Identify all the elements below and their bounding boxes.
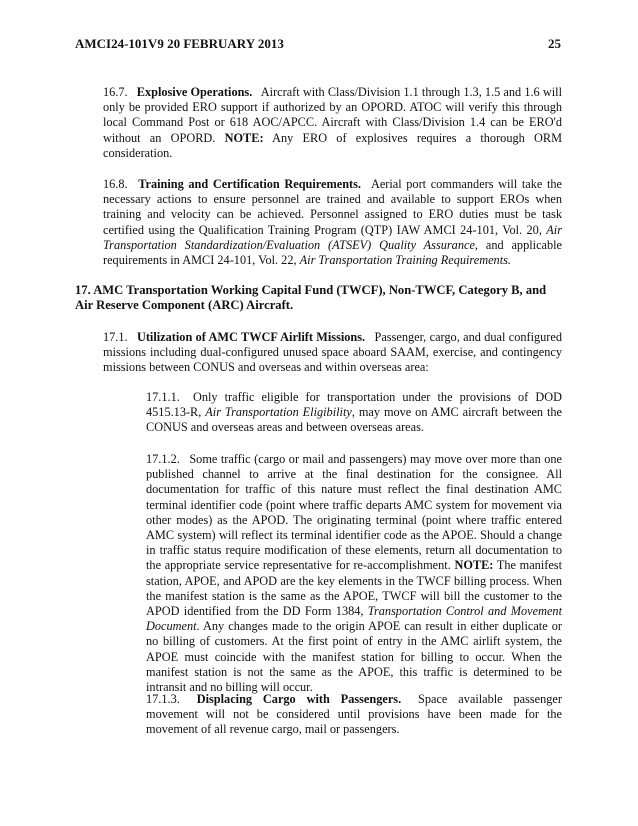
paragraph-text: . Any changes made to the origin APOE can result in either duplicate or no billing of customers. At the first point of entry in the AMC airlift system, the APOE must coincide with the manifest station for billing to occur. When the manifest station is not the same as the APOE, this traffic is determined to be intransit and no billing will occur. xyxy=(146,619,562,695)
page-number: 25 xyxy=(548,36,561,51)
paragraph-text: Aircraft with Class/Division 1.1 through 1.3, 1.5 and 1.6 will only be provided ERO support if authorized by an OPORD. ATOC will verify this through local Command Post or 618 AOC/APCC. Aircraft with Class/Division 1.4 can be ERO'd without an OPORD. xyxy=(103,85,562,145)
paragraph-title: Training and Certification Requirements. xyxy=(138,177,361,191)
paragraph-title: Explosive Operations. xyxy=(136,85,253,99)
paragraph-17-1-3 xyxy=(146,692,562,738)
section-heading-17: 17. AMC Transportation Working Capital Fund (TWCF), Non-TWCF, Category B, and Air Reserve Component (ARC) Aircraft. xyxy=(75,283,547,313)
reference-title: Air Transportation Eligibility xyxy=(205,405,352,420)
paragraph-text: The manifest station, APOE, and APOD are the key elements in the TWCF billing process. When the manifest station is the same as the APOE, TWCF will bill the customer to the APOD identified from the DD Form 1384, xyxy=(146,558,562,619)
paragraph-text: , may move on AMC aircraft between the CONUS and overseas areas and between overseas areas. xyxy=(146,405,563,435)
paragraph-number: 16.7. xyxy=(103,85,128,99)
paragraph-text: Aerial port commanders will take the necessary actions to ensure personnel are trained and available to support EROs when training and velocity can be achieved. Personnel assigned to ERO duties must be task certified using the Qualification Training Program (QTP) IAW AMCI 24-101, Vol. 20, xyxy=(103,177,562,237)
paragraph-text: Only traffic eligible for transportation under the provisions of DOD 4515.13-R, xyxy=(146,390,562,420)
paragraph-17-1-2 xyxy=(146,452,562,695)
paragraph-number: 16.8. xyxy=(103,177,128,191)
note-label: NOTE: xyxy=(454,558,494,573)
paragraph-17-1 xyxy=(103,330,562,376)
paragraph-17-1-1 xyxy=(146,390,562,436)
paragraph-text: Space available passenger movement will not be considered until provisions have been made for the movement of all revenue cargo, mail or passengers. xyxy=(146,692,562,737)
page-header xyxy=(75,36,561,52)
paragraph-number: 17.1.3. xyxy=(146,692,180,706)
note-label: NOTE: xyxy=(224,130,264,145)
paragraph-text: Passenger, cargo, and dual configured missions including dual-configured unused space aboard SAAM, exercise, and contingency missions between CONUS and overseas and within overseas area: xyxy=(103,330,563,375)
paragraph-title: Utilization of AMC TWCF Airlift Missions. xyxy=(136,330,366,344)
paragraph-16-8 xyxy=(103,177,562,268)
paragraph-text: Some traffic (cargo or mail and passengers) may move over more than one published channel to arrive at the final destination for the consignee. All documentation for traffic of this nature must reflect the final destination AMC terminal identifier code (point where traffic departs AMC system for movement via other modes) as the APOD. The originating terminal (point where traffic entered AMC system) will reflect its terminal identifier code as the APOE. Should a change in traffic status require modification of these elements, return all documentation to the appropriate service representative for re-accomplishment. xyxy=(146,452,562,573)
reference-title: Transportation Control and Movement Document xyxy=(146,604,562,634)
reference-title: Air Transportation Standardization/Evaluation (ATSEV) Quality Assurance, xyxy=(103,222,562,252)
paragraph-title: Displacing Cargo with Passengers. xyxy=(196,692,402,706)
paragraph-text: and applicable requirements in AMCI 24-101, Vol. 22, xyxy=(103,237,563,268)
paragraph-16-7 xyxy=(103,85,562,161)
header-document-id: AMCI24-101V9 20 FEBRUARY 2013 xyxy=(75,36,284,51)
paragraph-number: 17.1. xyxy=(103,330,128,344)
paragraph-number: 17.1.2. xyxy=(146,452,180,466)
paragraph-number: 17.1.1. xyxy=(146,390,180,404)
reference-title: Air Transportation Training Requirements. xyxy=(299,253,511,268)
paragraph-text: Any ERO of explosives requires a thorough ORM consideration. xyxy=(103,130,562,160)
